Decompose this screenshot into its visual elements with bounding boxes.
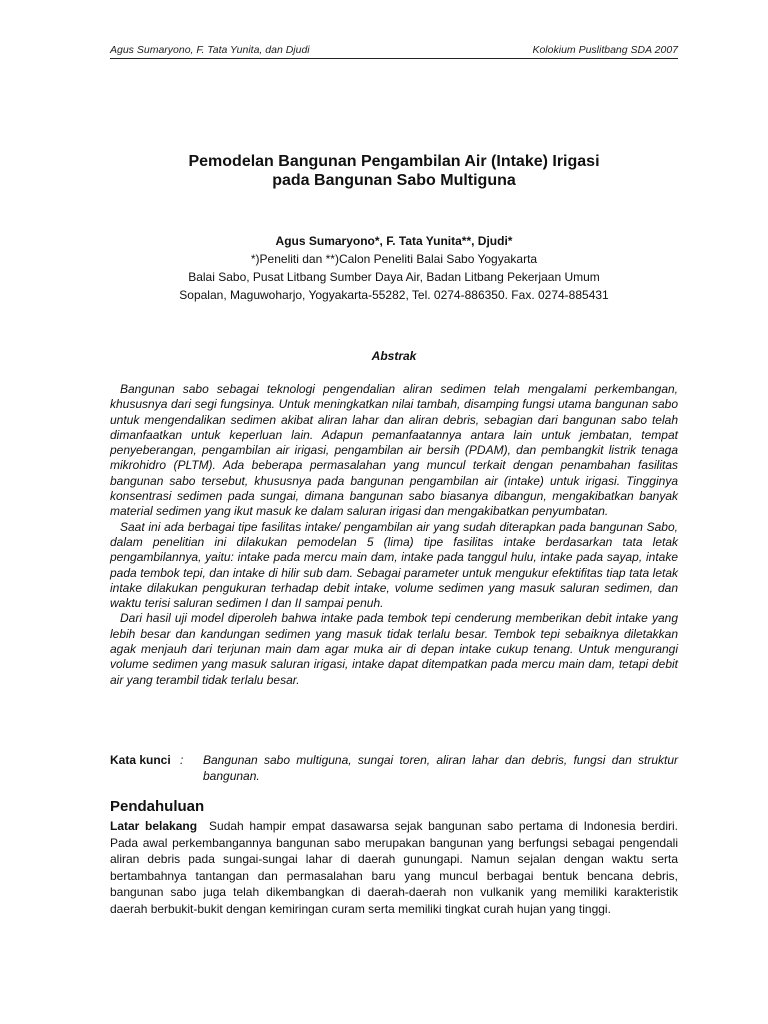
abstract-paragraph-3: Dari hasil uji model diperoleh bahwa intake pada tembok tepi cenderung memberikan debit intake yang lebih besar dan kandungan sedimen yang masuk tidak terlalu besar. Tembok tepi sebaiknya diletakkan agak menjauh dari terjunan main dam agar muka air di depan intake cukup tenang. Untuk mengurangi volume sedimen yang masuk saluran irigasi, intake dapat ditempatkan pada mercu main dam, tetapi debit air yang terambil tidak terlalu besar. (110, 611, 678, 687)
header-authors: Agus Sumaryono, F. Tata Yunita, dan Djudi (110, 44, 310, 56)
subheading-latar-belakang: Latar belakang (110, 819, 198, 833)
abstract-body (110, 382, 678, 688)
author-affiliation-2: Balai Sabo, Pusat Litbang Sumber Daya Air, Badan Litbang Pekerjaan Umum (188, 270, 600, 284)
header-conference: Kolokium Puslitbang SDA 2007 (532, 44, 678, 56)
running-header (110, 44, 678, 58)
author-names: Agus Sumaryono*, F. Tata Yunita**, Djudi* (275, 234, 513, 248)
abstract-heading: Abstrak (371, 349, 417, 363)
title-line-1: Pemodelan Bangunan Pengambilan Air (Intake) Irigasi (188, 153, 600, 170)
author-block (110, 232, 678, 304)
keywords-label: Kata kunci (110, 753, 171, 767)
intro-paragraph (110, 818, 678, 917)
keywords-colon: : (180, 753, 184, 767)
abstract-paragraph-1: Bangunan sabo sebagai teknologi pengendalian aliran sedimen telah mengalami perkembangan, khususnya dari segi fungsinya. Untuk meningkatkan nilai tambah, disamping fungsi utama bangunan sabo untuk mengendalikan sedimen akibat aliran lahar dan aliran debris, sebagian dari bangunan sabo telah dimanfaatkan untuk keperluan lain. Adapun pemanfaatannya antara lain untuk jembatan, tempat penyeberangan, pengambilan air irigasi, pengambilan air bersih (PDAM), dan pembangkit listrik tenaga mikrohidro (PLTM). Ada beberapa permasalahan yang muncul terkait dengan penambahan fasilitas bangunan sabo tersebut, khususnya pada bangunan pengambilan air (intake) untuk irigasi. Tingginya konsentrasi sedimen pada sungai, dimana bangunan sabo biasanya dibangun, mengakibatkan banyak material sedimen yang ikut masuk ke dalam saluran irigasi dan mengakibatkan penyumbatan. (110, 382, 678, 519)
keywords-text: Bangunan sabo multiguna, sungai toren, aliran lahar dan debris, fungsi dan struktur bangunan. (203, 753, 678, 783)
title-line-2: pada Bangunan Sabo Multiguna (272, 172, 516, 189)
abstract-paragraph-2: Saat ini ada berbagai tipe fasilitas intake/ pengambilan air yang sudah diterapkan pada bangunan Sabo, dalam penelitian ini dilakukan pemodelan 5 (lima) tipe fasilitas intake berdasarkan tata letak pengambilannya, yaitu: intake pada mercu main dam, intake pada tanggul hulu, intake pada sayap, intake pada tembok tepi, dan intake di hilir sub dam. Sebagai parameter untuk mengukur efektifitas tiap tata letak intake dilakukan pengukuran terhadap debit intake, volume sedimen yang masuk saluran sedimen, dan waktu terisi saluran sedimen I dan II sampai penuh. (110, 519, 678, 611)
author-affiliation-1: *)Peneliti dan **)Calon Peneliti Balai Sabo Yogyakarta (250, 252, 538, 266)
header-divider (110, 58, 678, 59)
author-address: Sopalan, Maguwoharjo, Yogyakarta-55282, Tel. 0274-886350. Fax. 0274-885431 (179, 288, 609, 302)
paper-title (110, 152, 678, 190)
section-heading-pendahuluan: Pendahuluan (110, 798, 205, 815)
keywords-block (110, 752, 678, 784)
intro-text: Sudah hampir empat dasawarsa sejak bangunan sabo pertama di Indonesia berdiri. Pada awal perkembangannya bangunan sabo merupakan bangunan yang berfungsi sebagai pengendali aliran debris pada sungai-sungai lahar di daerah gunungapi. Namun sejalan dengan waktu serta bertambahnya tantangan dan permasalahan baru yang muncul berbagai bentuk bencana debris, bangunan sabo juga telah dikembangkan di daerah-daerah non vulkanik yang memiliki karakteristik daerah berbukit-bukit dengan kemiringan curam serta memiliki tingkat curah hujan yang tinggi. (110, 819, 678, 916)
